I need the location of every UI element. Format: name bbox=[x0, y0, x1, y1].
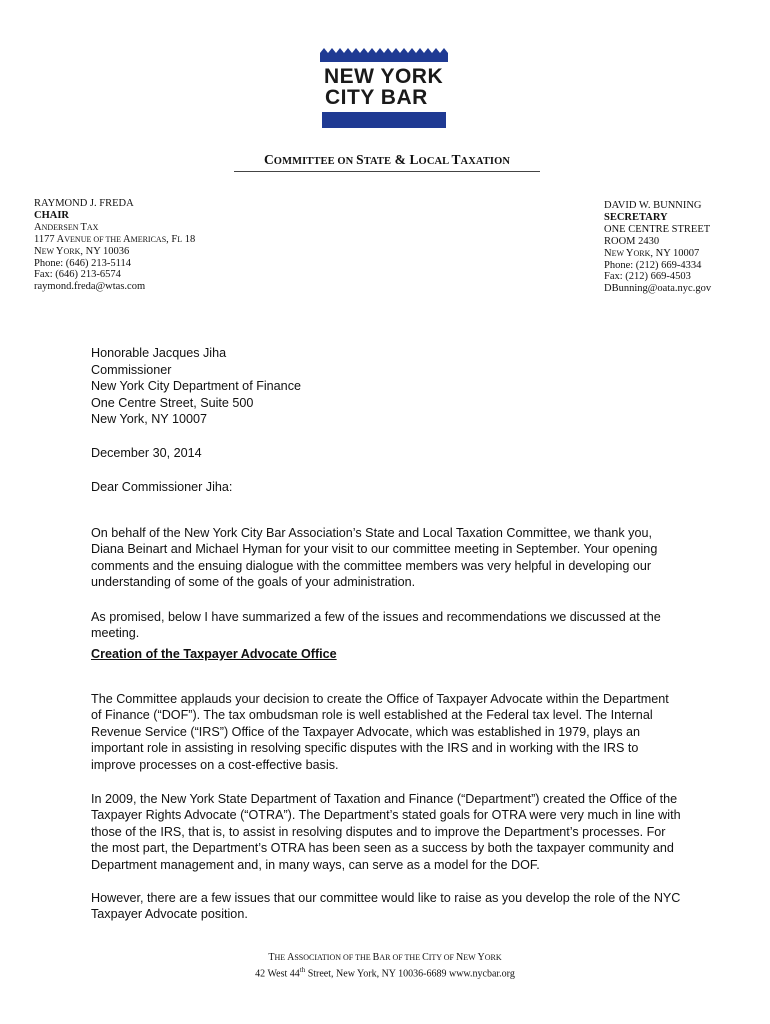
committee-ocal: OCAL bbox=[418, 156, 452, 167]
footer-t3: A bbox=[287, 952, 295, 963]
footer-t7: C bbox=[422, 952, 429, 963]
footer-t12: ORK bbox=[484, 953, 502, 962]
recipient-title: Commissioner bbox=[91, 362, 172, 377]
chair-addr2-d: ORK bbox=[63, 246, 81, 256]
chair-addr2-a: N bbox=[34, 245, 42, 257]
chair-addr1-f: L bbox=[177, 234, 183, 244]
crown-ornament-icon bbox=[320, 48, 448, 62]
chair-addr1-c: A bbox=[123, 233, 131, 245]
secretary-street: ONE CENTRE STREET bbox=[604, 223, 711, 235]
footer-t9: N bbox=[456, 952, 464, 963]
secretary-name: DAVID W. BUNNING bbox=[604, 200, 702, 211]
chair-firm-rest2: AX bbox=[86, 222, 99, 232]
chair-email[interactable]: raymond.freda@wtas.com bbox=[34, 281, 146, 293]
chair-addr2-c: Y bbox=[55, 245, 64, 257]
footer-addr-sup: th bbox=[299, 966, 306, 974]
chair-fax: Fax: (646) 213-6574 bbox=[34, 269, 121, 281]
paragraph-5: However, there are a few issues that our committee would like to raise as you develop the role of the NYC Taxpayer Advocate position. bbox=[91, 890, 681, 922]
paragraph-3: The Committee applauds your decision to create the Office of Taxpayer Advocate within the Department of Finance (“DOF”). The tax ombudsman role is well established at the Federal tax level. The Internal Revenue Service (“IRS”) Office of the Taxpayer Advocate, which was established in 1979, plays an important role in assisting in resolving specific disputes with the IRS and in working with the IRS to improve processes on a cost-effective basis. bbox=[91, 691, 669, 772]
footer-t2: HE bbox=[274, 953, 288, 962]
letter-date: December 30, 2014 bbox=[91, 446, 202, 460]
chair-firm-rest: NDERSEN bbox=[41, 222, 81, 232]
secretary-fax: Fax: (212) 669-4503 bbox=[604, 271, 691, 283]
chair-address-line-1 bbox=[34, 234, 195, 246]
chair-addr2-e: , NY 10036 bbox=[80, 245, 130, 257]
paragraph-4: In 2009, the New York State Department of Taxation and Finance (“Department”) created the Office of the Taxpayer Rights Advocate (“OTRA”). The Department’s stated goals for OTRA were very much in line with those of the IRS, that is, to assist in resolving disputes and to improve the Department’s processes. For the most part, the Department’s OTRA has been seen as a success by both the taxpayer community and Department management and, in many ways, can serve as a model for the DOF. bbox=[91, 791, 681, 872]
recipient-street: One Centre Street, Suite 500 bbox=[91, 395, 254, 410]
secretary-city-b: EW bbox=[611, 248, 626, 258]
committee-s: S bbox=[356, 152, 364, 167]
chair-addr1-a: 1177 A bbox=[34, 233, 65, 245]
chair-addr1-g: 18 bbox=[182, 233, 196, 245]
secretary-phone: Phone: (212) 669-4334 bbox=[604, 259, 702, 271]
secretary-city-c: Y bbox=[625, 247, 634, 259]
logo-line-1: NEW YORK bbox=[324, 65, 444, 88]
secretary-role: SECRETARY bbox=[604, 211, 668, 223]
secretary-city-e: , NY 10007 bbox=[650, 247, 700, 259]
chair-addr2-b: EW bbox=[41, 246, 56, 256]
chair-role: CHAIR bbox=[34, 209, 70, 221]
recipient-address bbox=[91, 345, 681, 428]
footer bbox=[160, 952, 610, 980]
footer-association bbox=[160, 952, 610, 964]
secretary-contact-block bbox=[604, 200, 711, 295]
chair-name: RAYMOND J. FREDA bbox=[34, 198, 134, 209]
chair-addr1-d: MERICAS bbox=[130, 234, 167, 244]
footer-address bbox=[160, 964, 610, 980]
footer-t11: Y bbox=[477, 952, 485, 963]
recipient-city: New York, NY 10007 bbox=[91, 412, 207, 427]
footer-t4: SSOCIATION OF THE bbox=[294, 953, 373, 962]
chair-contact-block bbox=[34, 198, 195, 293]
committee-axation: AXATION bbox=[460, 156, 511, 167]
secretary-room: ROOM 2430 bbox=[604, 235, 660, 247]
committee-c: C bbox=[263, 152, 274, 167]
chair-addr1-e: , F bbox=[166, 233, 178, 245]
paragraph-1: On behalf of the New York City Bar Association’s State and Local Taxation Committee, we thank you, Diana Beinart and Michael Hyman for your visit to our committee meeting in September. Your opening comments and the ensuing dialogue with the committee members was very helpful in developing our understanding of some of the goals of your administration. bbox=[91, 525, 658, 590]
chair-firm-t: T bbox=[80, 221, 87, 233]
committee-heading bbox=[234, 152, 540, 172]
recipient-org: New York City Department of Finance bbox=[91, 379, 301, 394]
footer-addr-a: 42 West 44 bbox=[255, 968, 300, 980]
footer-t6: AR OF THE bbox=[379, 953, 423, 962]
secretary-email[interactable]: DBunning@oata.nyc.gov bbox=[604, 283, 712, 295]
chair-firm-a: A bbox=[34, 221, 42, 233]
chair-address-line-2 bbox=[34, 246, 195, 258]
logo-line-2: CITY BAR bbox=[325, 86, 428, 109]
committee-l: L bbox=[409, 152, 419, 167]
footer-t10: EW bbox=[463, 953, 478, 962]
footer-t1: T bbox=[268, 952, 275, 963]
footer-t8: ITY OF bbox=[428, 953, 457, 962]
paragraph-2: As promised, below I have summarized a few of the issues and recommendations we discussed at the meeting. bbox=[91, 609, 661, 641]
secretary-city bbox=[604, 248, 711, 260]
chair-addr1-b: VENUE OF THE bbox=[64, 234, 123, 244]
footer-t5: B bbox=[372, 952, 380, 963]
chair-phone: Phone: (646) 213-5114 bbox=[34, 257, 132, 269]
secretary-city-a: N bbox=[604, 247, 612, 259]
secretary-city-d: ORK bbox=[633, 248, 651, 258]
nycbar-logo bbox=[318, 48, 450, 134]
section-heading-taxpayer-advocate: Creation of the Taxpayer Advocate Office bbox=[91, 647, 337, 661]
committee-amp: & bbox=[391, 152, 410, 167]
recipient-name: Honorable Jacques Jiha bbox=[91, 346, 227, 360]
chair-firm bbox=[34, 222, 195, 234]
committee-tate: TATE bbox=[363, 156, 392, 167]
logo-bar bbox=[322, 112, 446, 128]
committee-ommittee-on: OMMITTEE ON bbox=[273, 156, 357, 167]
committee-t: T bbox=[451, 152, 461, 167]
footer-addr-b: Street, New York, NY 10036-6689 www.nycbar.org bbox=[305, 968, 515, 980]
salutation: Dear Commissioner Jiha: bbox=[91, 480, 233, 494]
